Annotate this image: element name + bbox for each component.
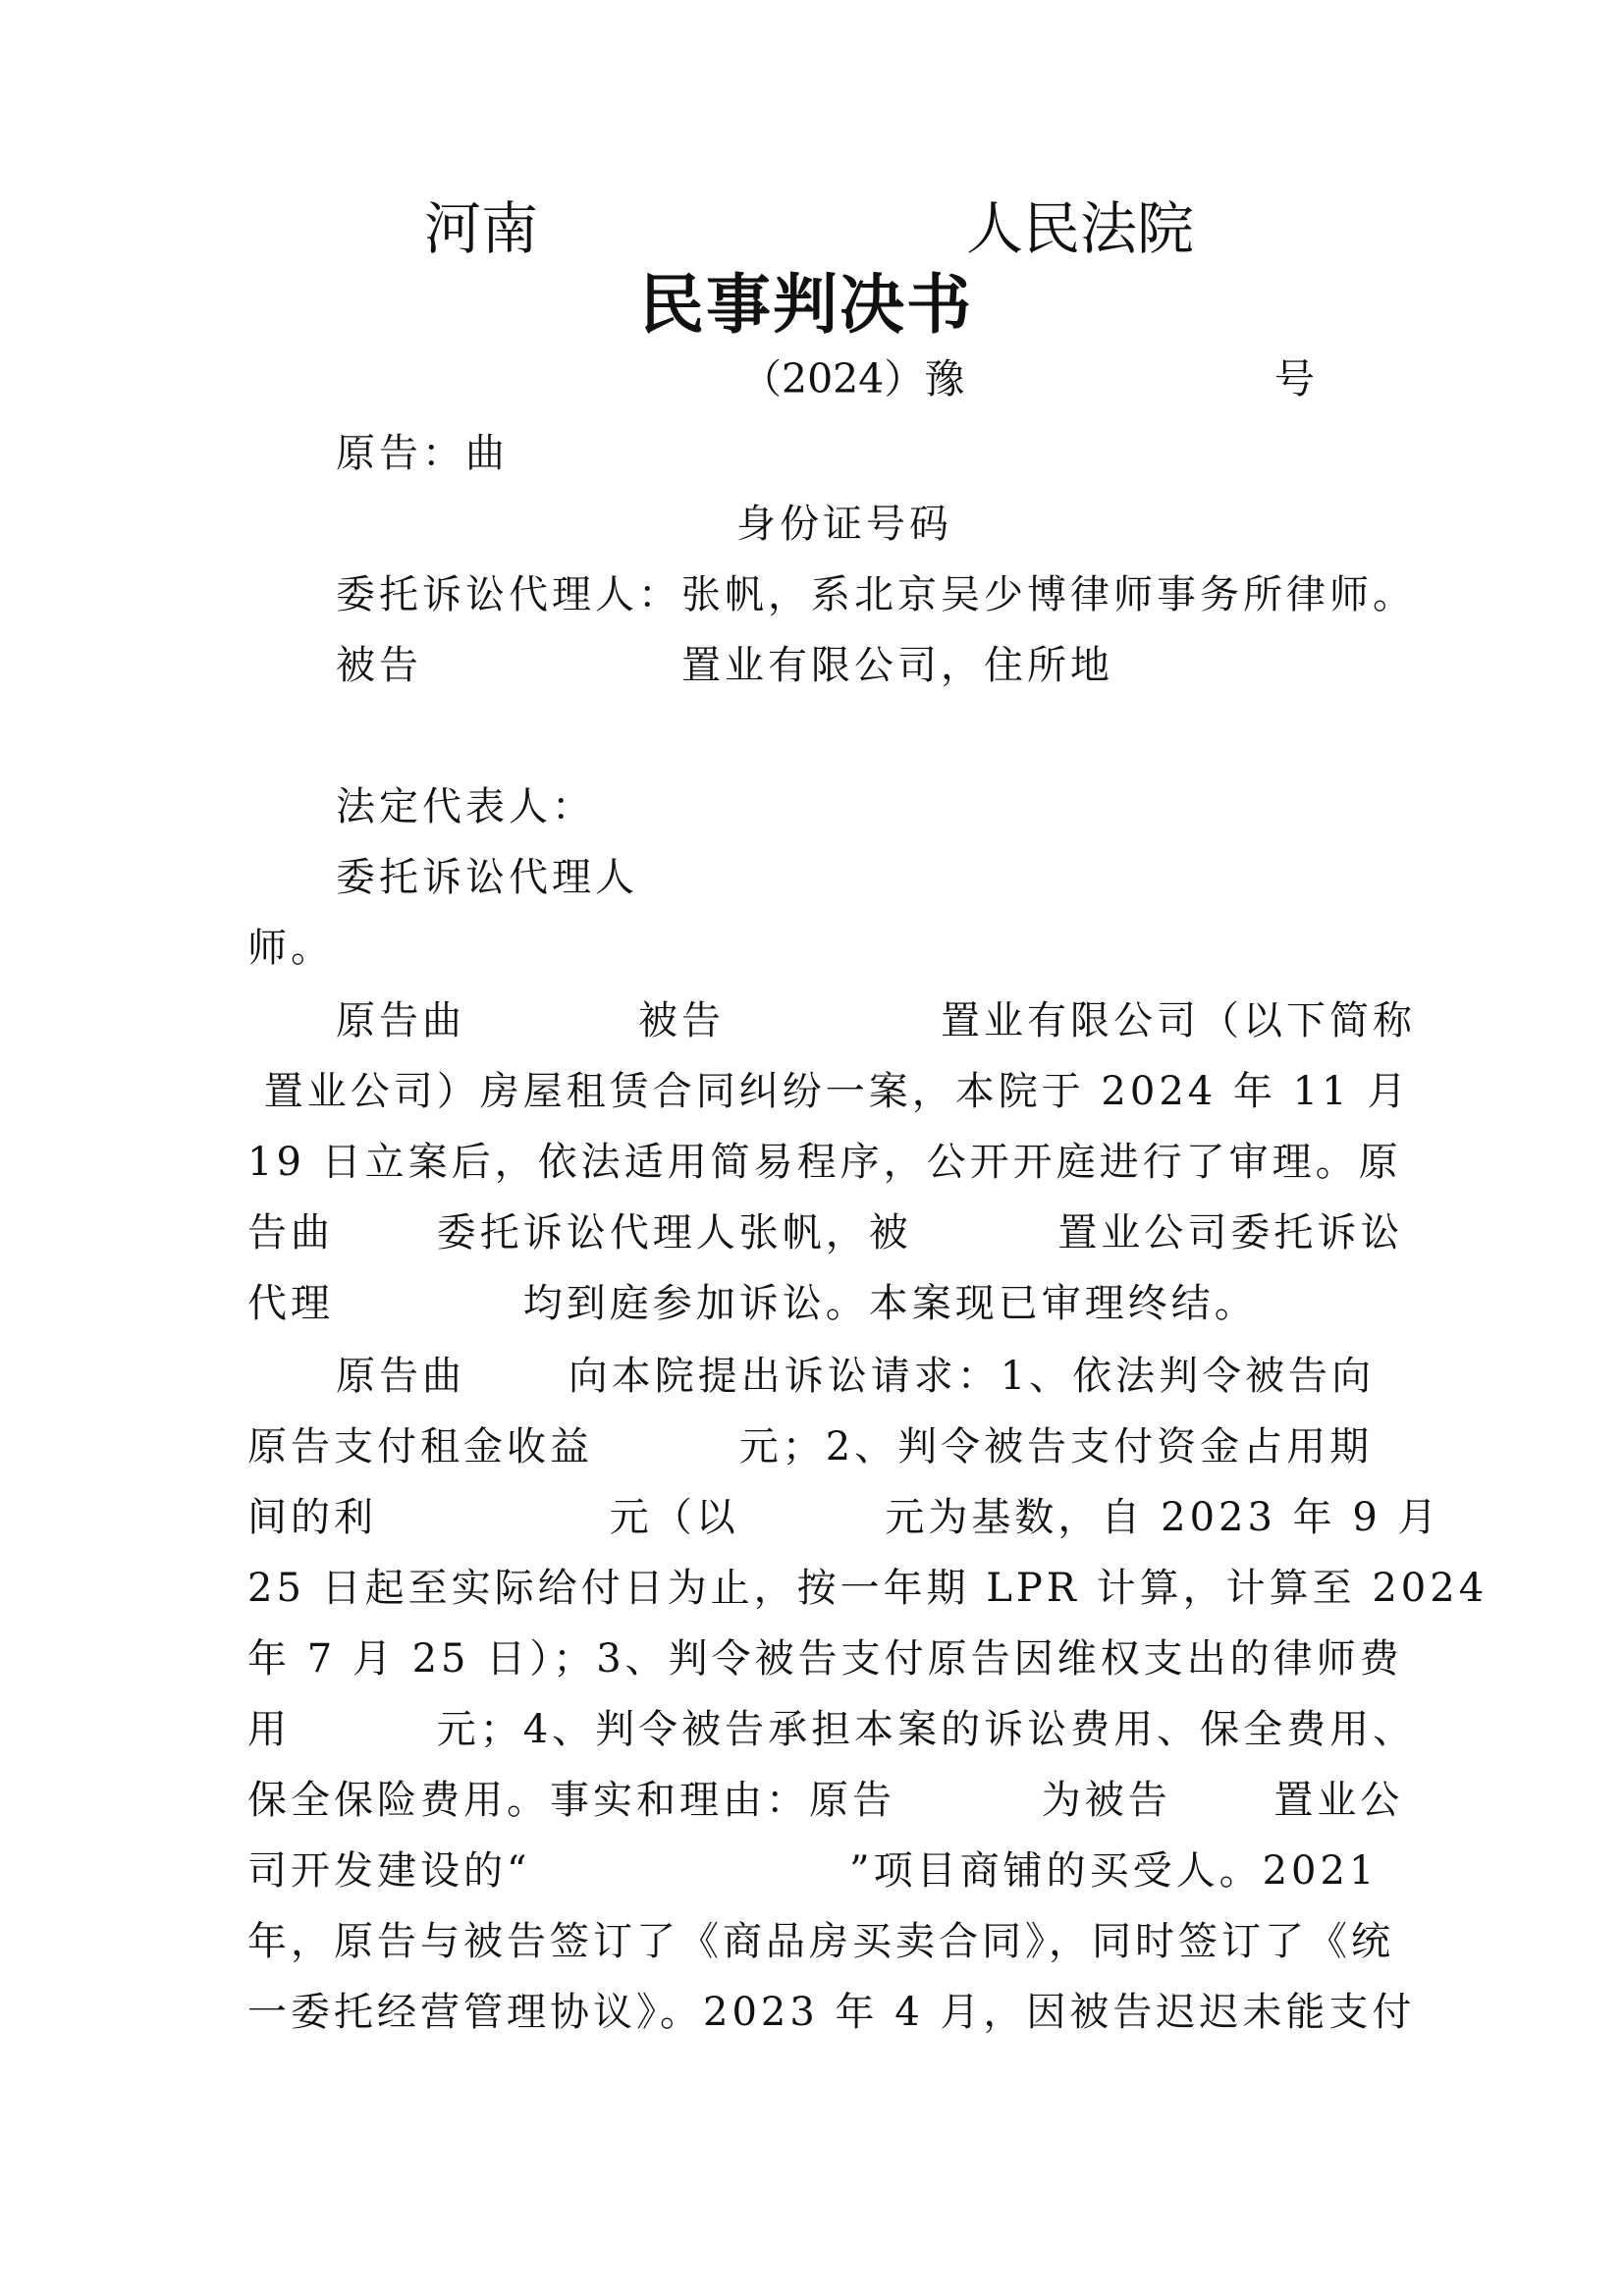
defendant-agent-line: 委托诉讼代理人 xyxy=(336,855,638,900)
body-line: 一委托经营管理协议》。2023 年 4 月，因被告迟迟未能支付 xyxy=(247,1990,1416,2035)
body-line: 原告曲 被告 置业有限公司（以下简称 xyxy=(336,998,1416,1043)
body-line: 25 日起至实际给付日为止，按一年期 LPR 计算，计算至 2024 xyxy=(247,1566,1489,1611)
legal-representative-line: 法定代表人： xyxy=(336,784,595,829)
body-line: 间的利 元（以 元为基数，自 2023 年 9 月 xyxy=(247,1495,1441,1540)
body-line: 司开发建设的“ ”项目商铺的买受人。2021 xyxy=(247,1848,1379,1894)
body-line: 年 7 月 25 日）；3、判令被告支付原告因维权支出的律师费 xyxy=(247,1636,1403,1682)
court-name-right: 人民法院 xyxy=(966,195,1195,262)
id-number-label: 身份证号码 xyxy=(736,502,952,547)
case-number-suffix: 号 xyxy=(1274,355,1315,402)
body-line: 保全保险费用。事实和理由：原告 为被告 置业公 xyxy=(247,1778,1404,1823)
case-number-prefix: （2024）豫 xyxy=(741,355,965,402)
body-line: 原告支付租金收益 元；2、判令被告支付资金占用期 xyxy=(247,1424,1374,1469)
body-line: 原告曲 向本院提出诉讼请求：1、依法判令被告向 xyxy=(336,1354,1376,1399)
body-line: 置业公司）房屋租赁合同纠纷一案，本院于 2024 年 11 月 xyxy=(247,1069,1411,1114)
court-name-left: 河南 xyxy=(424,195,539,262)
body-line: 年，原告与被告签订了《商品房买卖合同》，同时签订了《统 xyxy=(247,1919,1394,1964)
body-line: 19 日立案后，依法适用简易程序，公开开庭进行了审理。原 xyxy=(247,1140,1402,1185)
document-title: 民事判决书 xyxy=(639,267,973,343)
plaintiff-agent-line: 委托诉讼代理人：张帆，系北京吴少博律师事务所律师。 xyxy=(336,572,1416,617)
defendant-line: 被告 置业有限公司，住所地 xyxy=(336,643,1113,688)
body-line: 用 元；4、判令被告承担本案的诉讼费用、保全费用、 xyxy=(247,1707,1417,1752)
defendant-agent-line-tail: 师。 xyxy=(247,926,334,971)
body-line: 告曲 委托诉讼代理人张帆，被 置业公司委托诉讼 xyxy=(247,1210,1404,1255)
body-line: 代理 均到庭参加诉讼。本案现已审理终结。 xyxy=(247,1281,1258,1326)
plaintiff-line: 原告：曲 xyxy=(336,431,509,476)
